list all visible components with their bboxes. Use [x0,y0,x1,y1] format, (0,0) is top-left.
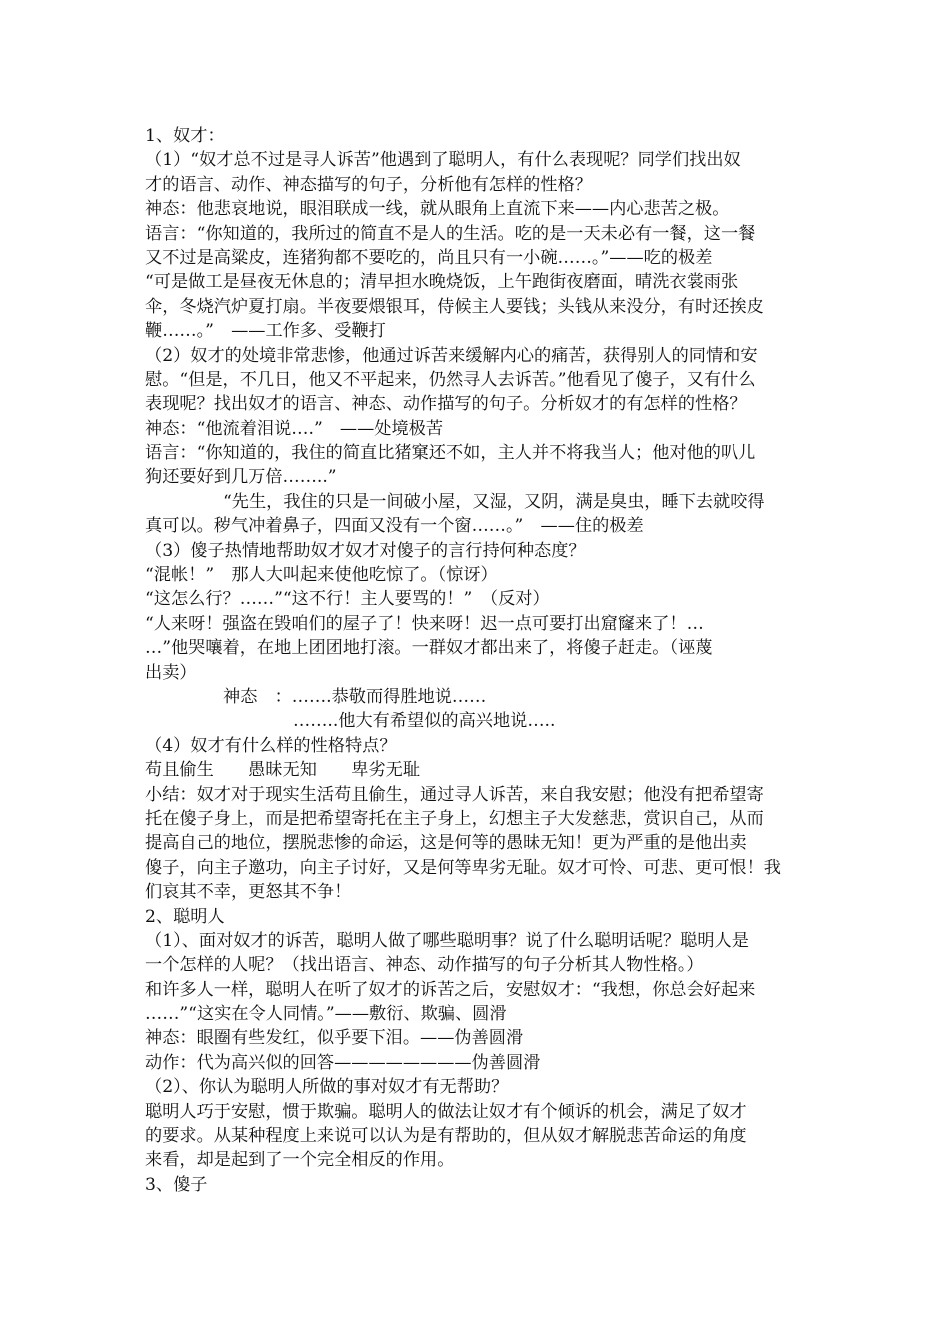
action-line: 动作：代为高兴似的回答————————伪善圆滑 [145,1052,541,1073]
quote-line: “这怎么行？……”“这不行！主人要骂的！” （反对） [145,589,550,610]
quote-line: 真可以。秽气冲着鼻子，四面又没有一个窗……。” ——住的极差 [145,516,644,537]
section-heading-congmingren: 2、聪明人 [145,906,225,927]
summary-line: 小结：奴才对于现实生活苟且偷生，通过寻人诉苦，来自我安慰；他没有把希望寄 [145,784,764,805]
speech-line: 和许多人一样，聪明人在听了奴才的诉苦之后，安慰奴才：“我想，你总会好起来 [145,979,756,1000]
question-1-cont: 一个怎样的人呢？（找出语言、神态、动作描写的句子分析其人物性格。） [145,955,704,976]
quote-line: “可是做工是昼夜无休息的；清早担水晚烧饭，上午跑街夜磨面，晴洗衣裳雨张 [145,272,739,293]
quote-line: …”他哭嚷着，在地上团团地打滚。一群奴才都出来了，将傻子赶走。（诬蔑 [145,638,713,659]
speech-line: 又不过是高粱皮，连猪狗都不要吃的，尚且只有一小碗……。”——吃的极差 [145,247,713,268]
expression-line: 神态：眼圈有些发红，似乎要下泪。——伪善圆滑 [145,1028,524,1049]
document-page [145,124,815,1197]
expression-line: 神态：他悲哀地说，眼泪联成一线，就从眼角上直流下来——内心悲苦之极。 [145,199,730,220]
question-1: （1）、面对奴才的诉苦，聪明人做了哪些聪明事？说了什么聪明话呢？聪明人是 [145,930,749,951]
question-1: （1）“奴才总不过是寻人诉苦”他遇到了聪明人，有什么表现呢？同学们找出奴 [145,150,741,171]
section-heading-nucai: 1、奴才： [145,126,225,146]
quote-line: “先生，我住的只是一间破小屋，又湿，又阴，满是臭虫，睡下去就咬得 [223,491,765,512]
expression-line: ……..他大有希望似的高兴地说….. [293,711,556,732]
quote-line: “混帐！” 那人大叫起来使他吃惊了。（惊讶） [145,565,498,586]
expression-line: 神态：“他流着泪说….” ——处境极苦 [145,418,444,439]
question-2-cont: 慰。“但是，不几日，他又不平起来，仍然寻人去诉苦。”他看见了傻子，又有什么 [145,369,756,390]
question-2-cont: 表现呢？找出奴才的语言、神态、动作描写的句子。分析奴才的有怎样的性格？ [145,394,747,415]
speech-line: 语言：“你知道的，我所过的简直不是人的生活。吃的是一天未必有一餐，这一餐 [145,223,756,244]
answer-line: 来看，却是起到了一个完全相反的作用。 [145,1150,455,1171]
summary-line: 傻子，向主子邀功，向主子讨好，又是何等卑劣无耻。奴才可怜、可悲、更可恨！我 [145,857,781,878]
expression-line: 神态 ：…….恭敬而得胜地说…… [223,686,487,707]
summary-line: 托在傻子身上，而是把希望寄托在主子身上，幻想主子大发慈悲，赏识自己，从而 [145,808,764,829]
summary-line: 们哀其不幸，更怒其不争！ [145,882,352,903]
speech-line: 语言：“你知道的，我住的简直比猪窠还不如，主人并不将我当人；他对他的叭儿 [145,443,756,464]
quote-line: “人来呀！强盗在毁咱们的屋子了！快来呀！迟一点可要打出窟窿来了！… [145,613,704,634]
summary-line: 提高自己的地位，摆脱悲惨的命运，这是何等的愚昧无知！更为严重的是他出卖 [145,833,747,854]
question-2: （2）、你认为聪明人所做的事对奴才有无帮助？ [145,1077,509,1098]
answer-line: 聪明人巧于安慰，惯于欺骗。聪明人的做法让奴才有个倾诉的机会，满足了奴才 [145,1101,747,1122]
traits-line: 苟且偷生 愚昧无知 卑劣无耻 [145,760,421,781]
question-1-cont: 才的语言、动作、神态描写的句子，分析他有怎样的性格？ [145,174,592,195]
question-2: （2）奴才的处境非常悲惨，他通过诉苦来缓解内心的痛苦，获得别人的同情和安 [145,345,758,366]
answer-line: 的要求。从某种程度上来说可以认为是有帮助的，但从奴才解脱悲苦命运的角度 [145,1126,747,1147]
quote-line: 鞭……。” ——工作多、受鞭打 [145,321,386,342]
question-4: （4）奴才有什么样的性格特点？ [145,735,397,756]
question-3: （3）傻子热情地帮助奴才奴才对傻子的言行持何种态度？ [145,540,586,561]
section-heading-shazi: 3、傻子 [145,1174,208,1195]
speech-line: ……”“这实在令人同情。”——敷衍、欺骗、圆滑 [145,1004,507,1025]
quote-line: 出卖） [145,662,197,683]
quote-line: 伞，冬烧汽炉夏打扇。半夜要煨银耳，侍候主人要钱；头钱从来没分，有时还挨皮 [145,296,764,317]
speech-line: 狗还要好到几万倍……..” [145,467,337,488]
